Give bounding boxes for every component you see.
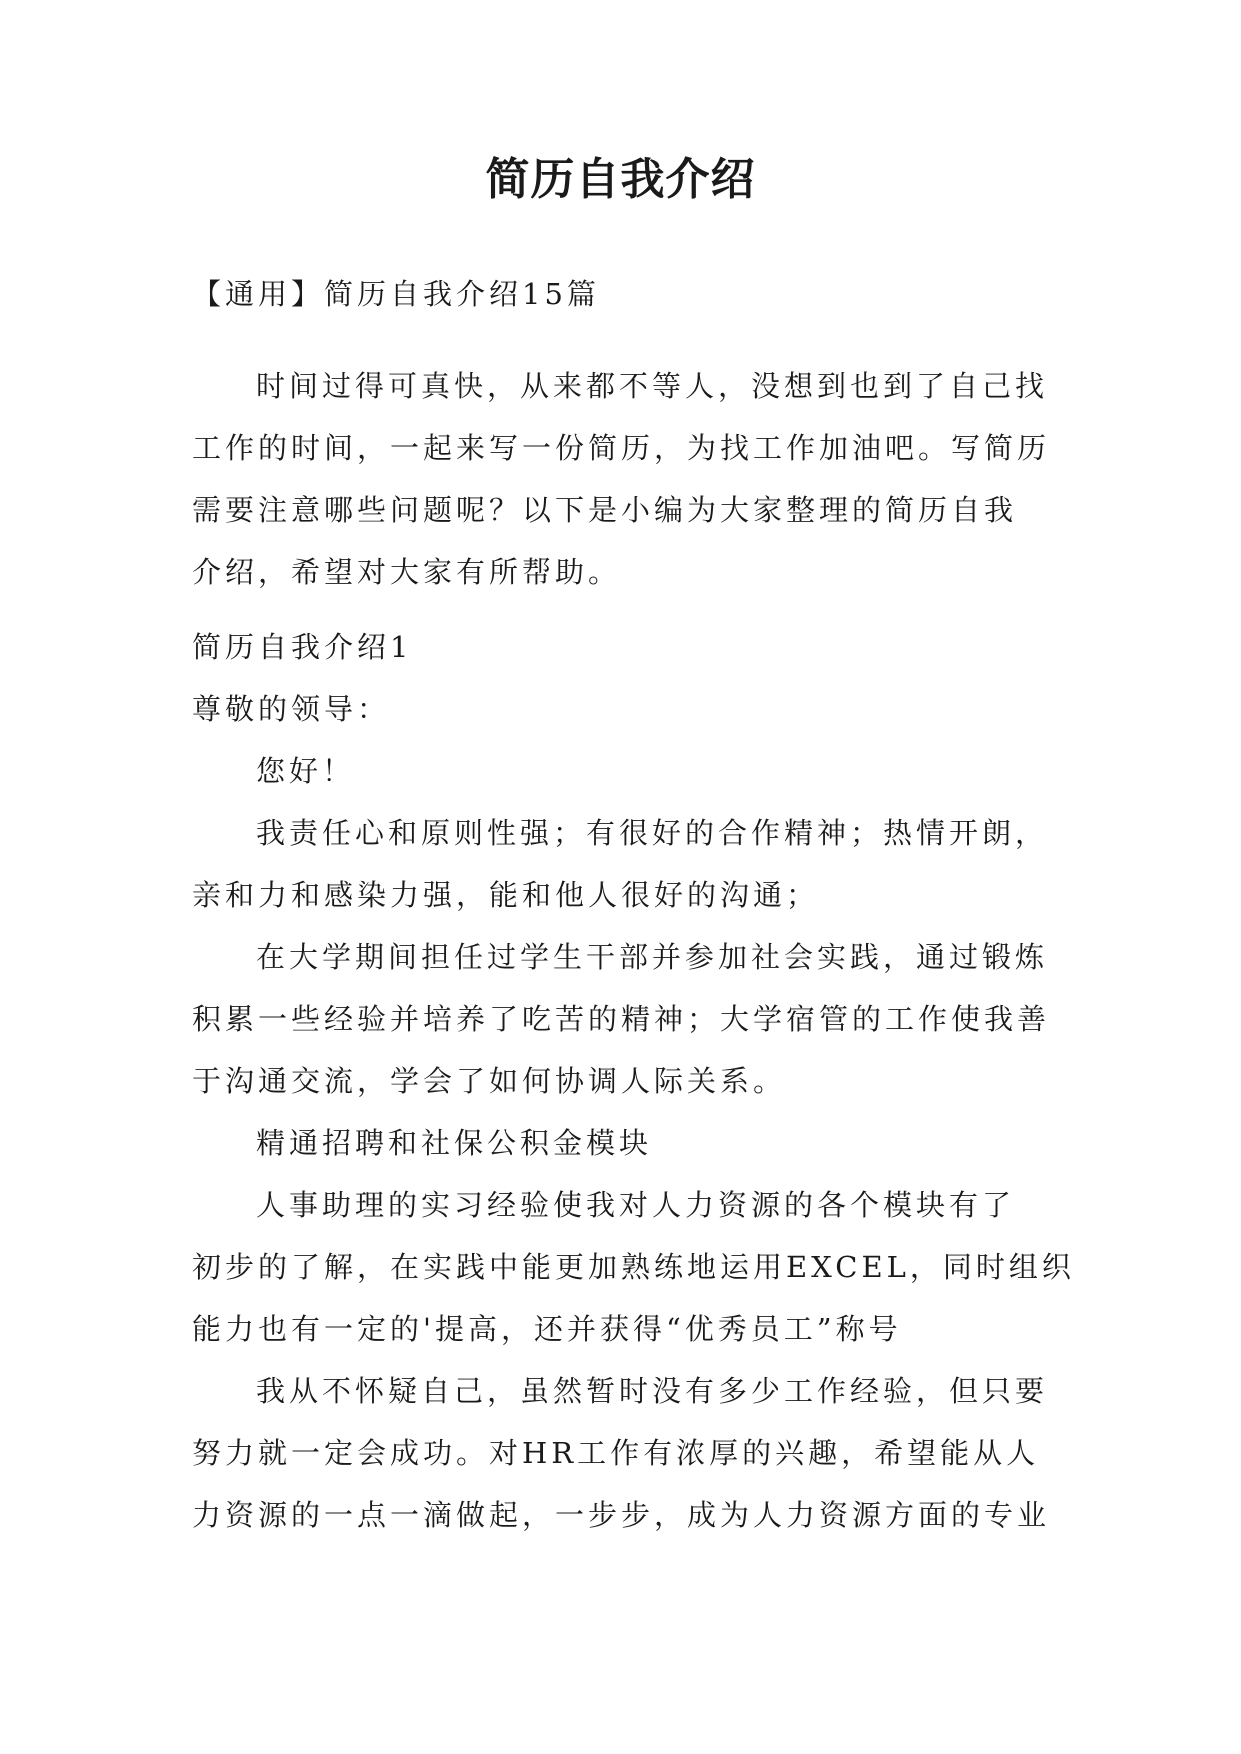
document-subtitle: 【通用】简历自我介绍15篇 xyxy=(192,277,600,311)
body-line: 积累一些经验并培养了吃苦的精神；大学宿管的工作使我善 xyxy=(192,1002,1051,1036)
intro-line: 介绍，希望对大家有所帮助。 xyxy=(192,555,622,589)
section-heading: 简历自我介绍1 xyxy=(192,630,413,664)
intro-line: 时间过得可真快，从来都不等人，没想到也到了自己找 xyxy=(256,369,1049,403)
intro-paragraph xyxy=(192,355,1072,603)
document-subtitle-block xyxy=(192,263,1072,325)
body-line: 我责任心和原则性强；有很好的合作精神；热情开朗， xyxy=(256,816,1049,850)
salutation: 尊敬的领导： xyxy=(192,692,391,726)
body-line: 精通招聘和社保公积金模块 xyxy=(256,1126,653,1160)
body-line: 人事助理的实习经验使我对人力资源的各个模块有了 xyxy=(256,1188,1016,1222)
document-title: 简历自我介绍 xyxy=(485,154,756,205)
body-line: 初步的了解，在实践中能更加熟练地运用EXCEL，同时组织 xyxy=(192,1250,1075,1284)
greeting: 您好！ xyxy=(256,754,356,788)
body-line: 能力也有一定的'提高，还并获得“优秀员工”称号 xyxy=(192,1312,902,1346)
body-line: 力资源的一点一滴做起，一步步，成为人力资源方面的专业 xyxy=(192,1498,1051,1532)
intro-line: 需要注意哪些问题呢？以下是小编为大家整理的简历自我 xyxy=(192,493,1018,527)
body-line: 于沟通交流，学会了如何协调人际关系。 xyxy=(192,1064,787,1098)
intro-line: 工作的时间，一起来写一份简历，为找工作加油吧。写简历 xyxy=(192,431,1051,465)
section-1 xyxy=(192,616,1075,1546)
body-line: 努力就一定会成功。对HR工作有浓厚的兴趣，希望能从人 xyxy=(192,1436,1040,1470)
body-line: 我从不怀疑自己，虽然暂时没有多少工作经验，但只要 xyxy=(256,1374,1049,1408)
body-line: 在大学期间担任过学生干部并参加社会实践，通过锻炼 xyxy=(256,940,1049,974)
body-line: 亲和力和感染力强，能和他人很好的沟通； xyxy=(192,878,820,912)
